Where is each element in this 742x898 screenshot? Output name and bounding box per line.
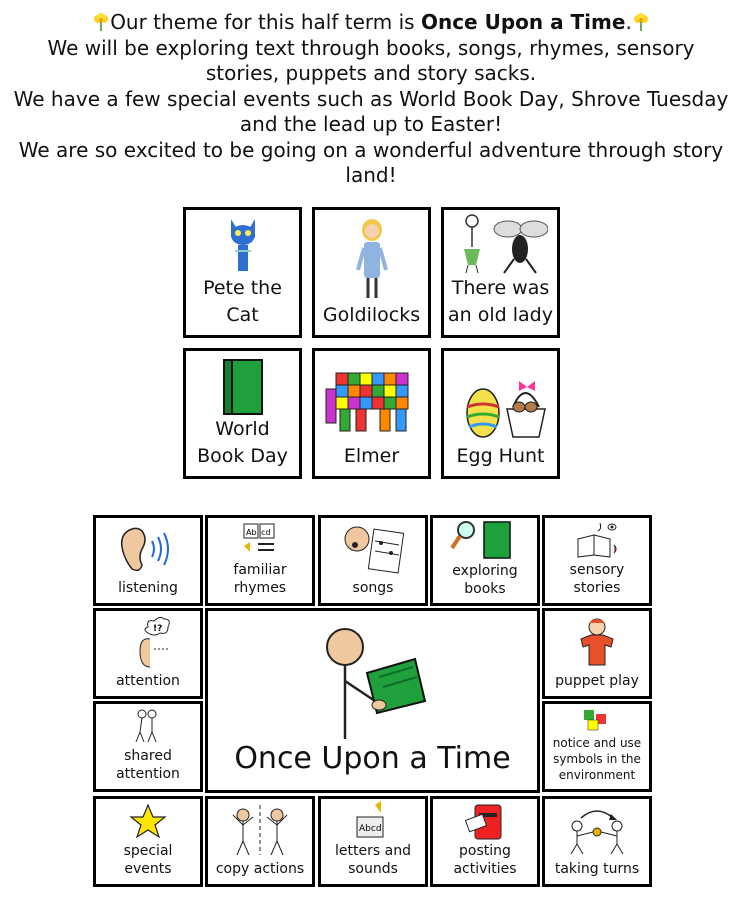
old-lady-and-fly-icon (454, 211, 548, 275)
patchwork-elephant-icon (322, 363, 422, 443)
story-card-egg-hunt: Egg Hunt (441, 348, 560, 479)
cell-puppet-play: puppet play (542, 608, 652, 699)
singing-icon (341, 523, 405, 575)
cell-songs: songs (318, 515, 428, 606)
cell-familiar-rhymes: Ab cd familiar rhymes (205, 515, 315, 606)
svg-text:!?: !? (153, 623, 163, 634)
intro-line-1: Our theme for this half term is Once Upon a Time. (10, 10, 732, 36)
thinking-face-icon (120, 615, 176, 669)
post-box-icon (465, 801, 505, 841)
easter-egg-basket-icon (453, 377, 549, 443)
intro-line-3: We have a few special events such as World Book Day, Shrove Tuesday and the lead up to Easter! (13, 86, 729, 136)
symbols-icon (582, 708, 612, 732)
flower-icon (632, 13, 650, 31)
flower-icon (92, 13, 110, 31)
story-label: Pete the Cat (203, 277, 282, 326)
person-reading-book-icon (315, 621, 435, 741)
cell-notice-symbols: notice and use symbols in the environment (542, 701, 652, 792)
girl-icon (352, 218, 392, 302)
intro-line-2: We will be exploring text through books, songs, rhymes, sensory stories, puppets and story sacks. (47, 35, 695, 85)
blue-cat-icon (223, 215, 263, 275)
svg-text:Abcd: Abcd (359, 823, 382, 834)
cell-center-theme (205, 608, 540, 793)
letters-sounds-icon (353, 801, 393, 841)
story-card-goldilocks: Goldilocks (312, 207, 431, 338)
star-icon (129, 803, 167, 839)
copy-actions-icon (225, 803, 295, 857)
senses-icon (572, 519, 622, 561)
svg-text:Ab: Ab (246, 527, 257, 537)
magnifier-and-book-icon (450, 518, 520, 562)
cell-letters-and-sounds: Abcd letters and sounds (318, 796, 428, 887)
cell-posting-activities: posting activities (430, 796, 540, 887)
story-card-old-lady: There was an old lady (441, 207, 560, 338)
story-card-elmer: Elmer (312, 348, 431, 479)
rhymes-symbol-icon (236, 520, 284, 560)
cell-exploring-books: exploring books (430, 515, 540, 606)
cell-sensory-stories: sensory stories (542, 515, 652, 606)
green-book-icon (220, 358, 266, 416)
ear-icon (118, 523, 178, 575)
cell-copy-actions: copy actions (205, 796, 315, 887)
cell-taking-turns: taking turns (542, 796, 652, 887)
cell-shared-attention: shared attention (93, 701, 203, 792)
puppet-icon (577, 617, 617, 667)
story-card-world-book-day: World Book Day (183, 348, 302, 479)
cell-attention: !? attention (93, 608, 203, 699)
intro-line-4: We are so excited to be going on a wonderful adventure through story land! (18, 137, 724, 187)
two-people-looking-icon (128, 708, 168, 744)
svg-text:cd: cd (261, 527, 271, 537)
center-title: Once Upon a Time (234, 741, 511, 776)
cell-listening: listening (93, 515, 203, 606)
cell-special-events: special events (93, 796, 203, 887)
story-card-pete-the-cat (183, 207, 302, 338)
taking-turns-icon (565, 804, 629, 856)
intro-text (10, 10, 732, 189)
